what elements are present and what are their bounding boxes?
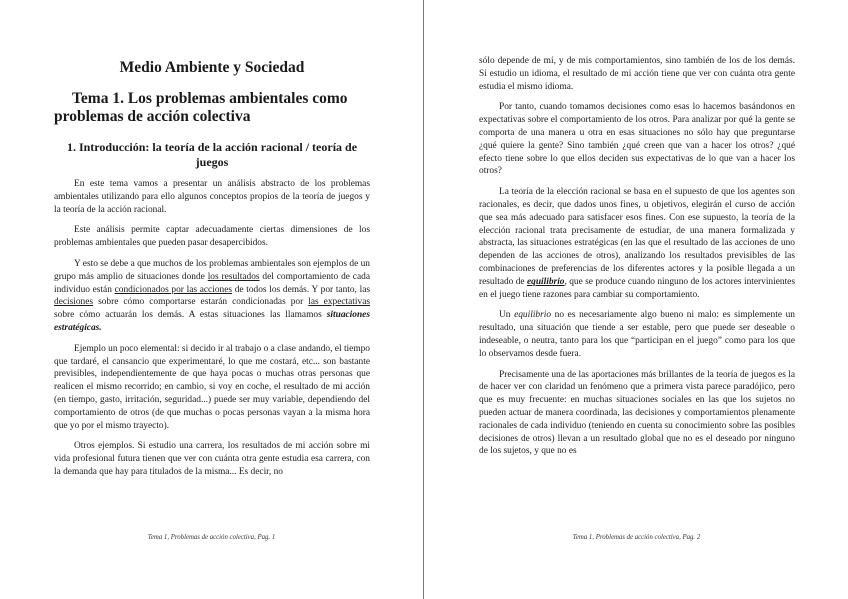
page-1-footer: Tema 1, Problemas de acción colectiva, Pag. 1 <box>147 534 276 541</box>
document-page-2 <box>425 0 848 599</box>
text-run: , que se produce cuando ninguno de los actores intervinientes en el juego tiene razones para cambiar su comportamiento. <box>479 276 795 300</box>
paragraph-3 <box>54 258 370 335</box>
underlined-term-condicionados: condicionados por las acciones <box>114 284 233 295</box>
underlined-term-decisiones: decisiones <box>54 297 94 308</box>
paragraph-1: En este tema vamos a presentar un análisis abstracto de los problemas ambientales utilizando para ello algunos conceptos propios de la teoría de juegos y la teoría de la acción racional. <box>54 179 370 215</box>
emphasis-situaciones-estrategicas: situaciones estratégicas. <box>54 310 370 333</box>
italic-term-equilibrio: equilibrio <box>514 310 552 321</box>
page-2-content <box>479 55 795 466</box>
text-run: sobre cómo comportarse estarán condicionadas por <box>93 297 309 308</box>
paragraph-8 <box>479 309 795 360</box>
emphasis-equilibrio: equilibrio <box>526 276 565 287</box>
text-run: no es necesariamente algo bueno ni malo: es simplemente un resultado, una situación que tiende a ser estable, pero que puede ser deseable o indeseable, o neutra, tanto para los que “participan en el juego” como para los que lo observamos desde fuera. <box>479 310 795 359</box>
text-run: sobre cómo actuarán los demás. A estas situaciones las llamamos <box>54 310 327 321</box>
paragraph-2: Este análisis permite captar adecuadamente ciertas dimensiones de los problemas ambientales que pueden pasar desapercibidos. <box>54 225 370 249</box>
paragraph-6: Por tanto, cuando tomamos decisiones como esas lo hacemos basándonos en expectativas sobre el comportamiento de los otros. Para analizar por qué la gente se comporta de una manera u otra en esas situaciones no sólo hay que preguntarse ¿qué quiere la gente? Sino también ¿qué creen que van a hacer los otros? ¿qué efecto tiene sobre lo que ellos deciden sus expectativas de lo que van a hacer los otros? <box>479 102 795 177</box>
paragraph-7 <box>479 186 795 301</box>
underlined-term-resultados: los resultados <box>207 271 260 282</box>
paragraph-9: Precisamente una de las aportaciones más brillantes de la teoría de juegos es la de hacer ver con claridad un fenómeno que a primera vista parece paradójico, pero que es muy frecuente: en muchas situaciones sociales en las que los sujetos no pueden actuar de manera coordinada, las decisiones y comportamientos plenamente racionales de cada individuo (teniendo en cuenta su conocimiento sobre las posibles decisiones de otros) llevan a un resultado global que no es el deseado por ninguno de los sujetos, y que no es <box>479 369 795 457</box>
page-1-content <box>54 58 370 487</box>
paragraph-4: Ejemplo un poco elemental: si decido ir al trabajo o a clase andando, el tiempo que tardaré, el cansancio que experimentaré, lo que me costará, etc... son bastante previsibles, independientemente de que haya pocas o muchas otras personas que realicen el mismo recorrido; en cambio, si voy en coche, el resultado de mi acción (en tiempo, gasto, irritación, seguridad...) puede ser muy variable, dependiendo del comportamiento de otros (de que muchas o pocas personas vayan a la misma hora que yo por el mismo trayecto). <box>54 343 370 431</box>
text-run: La teoría de la elección racional se basa en el supuesto de que los agentes son racionales, es decir, que dados unos fines, u objetivos, elegirán el curso de acción que sea más adecuado para satisfacer esos fines. Con ese supuesto, la teoría de la elección racional trata precisamente de estudiar, de una manera formalizada y abstracta, las situaciones estratégicas (en las que el resultado de las acciones de uno dependen de las acciones de otros), analizando los resultados previsibles de las combinaciones de preferencias de los diferentes actores y la posible llegada a un resultado de <box>479 187 795 287</box>
underlined-term-expectativas: las expectativas <box>308 297 371 308</box>
paragraph-5: Otros ejemplos. Si estudio una carrera, los resultados de mi acción sobre mi vida profesional futura tienen que ver con cuánta otra gente estudia esa carrera, con la demanda que hay para titulados de la misma... Es decir, no <box>54 441 370 477</box>
document-title: Medio Ambiente y Sociedad <box>119 59 305 76</box>
page-2-footer: Tema 1, Problemas de acción colectiva, Pag. 2 <box>572 534 701 541</box>
text-run: Y esto se debe a que muchos de los problemas ambientales son ejemplos de un grupo más amplio de situaciones donde <box>54 258 370 282</box>
paragraph-continued: sólo depende de mí, y de mis comportamientos, sino también de los de los demás. Si estudio un idioma, el resultado de mi acción tiene que ver con cuánta otra gente estudia el mismo idioma. <box>479 56 795 92</box>
section-title: 1. Introducción: la teoría de la acción racional / teoría de juegos <box>66 140 358 169</box>
text-run: del comportamiento de cada individuo están <box>54 271 370 295</box>
text-run: Un <box>499 310 515 321</box>
chapter-title: Tema 1. Los problemas ambientales como problemas de acción colectiva <box>54 90 348 125</box>
text-run: de todos los demás. Y por tanto, las <box>232 284 371 295</box>
